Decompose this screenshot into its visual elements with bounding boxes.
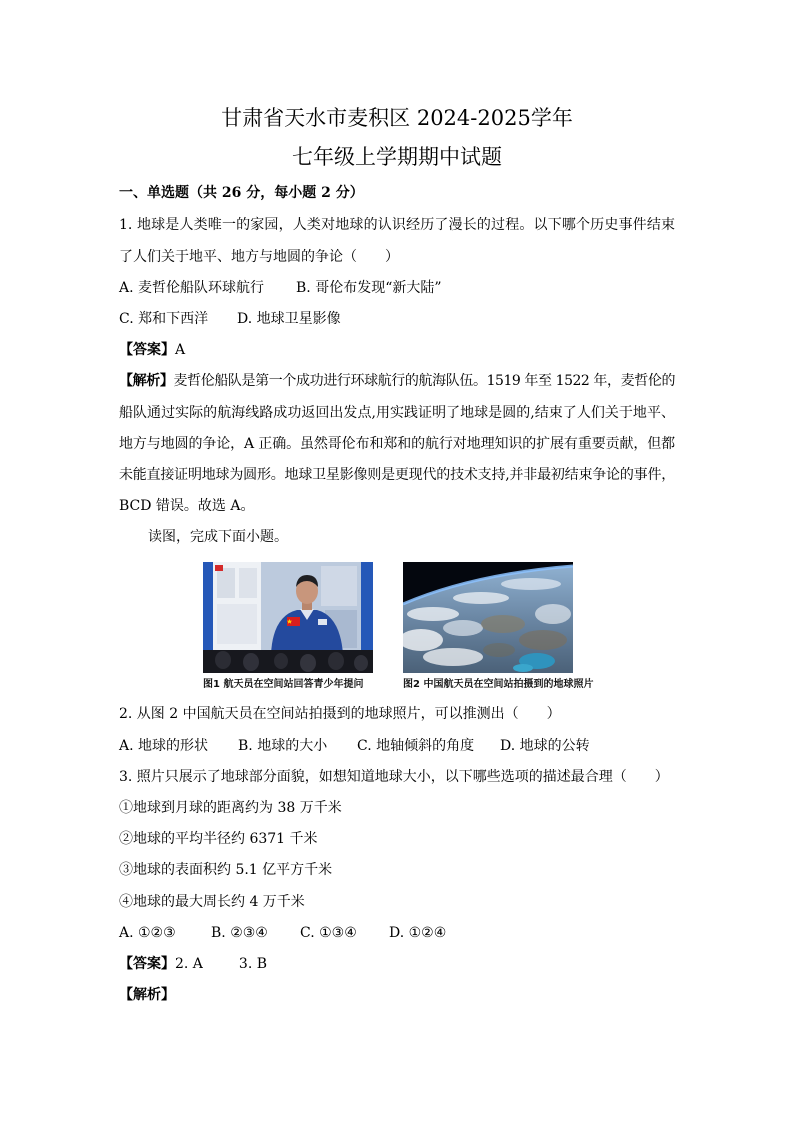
q1-analysis-line-5: BCD 错误。故选 A。 — [119, 498, 255, 515]
station-panel — [239, 568, 257, 598]
q2-option-d: D. 地球的公转 — [500, 737, 590, 754]
figure-1-astronaut-image — [203, 562, 373, 673]
q1-stem-line-1: 1. 地球是人类唯一的家园，人类对地球的认识经历了漫长的过程。以下哪个历史事件结束 — [119, 217, 675, 234]
q1-stem-line-2: 了人们关于地平、地方与地圆的争论（ ） — [119, 248, 399, 265]
exam-title-line2: 七年级上学期期中试题 — [292, 145, 502, 169]
station-panel — [321, 566, 357, 606]
q2-answer: 2. A — [175, 955, 203, 972]
q1-option-a: A. 麦哲伦船队环球航行 — [119, 279, 265, 296]
screen-border-right — [361, 562, 373, 652]
questions-2-3-block — [119, 699, 675, 1011]
q1-options-row-2 — [119, 304, 675, 335]
q2-q3-answers — [119, 949, 675, 980]
q2-options-row — [119, 731, 675, 762]
q1-analysis-line-1 — [119, 366, 675, 397]
q1-analysis-line-4: 未能直接证明地球为圆形。地球卫星影像则是更现代的技术支持,并非最初结束争论的事件， — [119, 466, 675, 483]
q2-option-a: A. 地球的形状 — [119, 737, 209, 754]
red-banner — [215, 565, 223, 571]
q1-answer — [119, 335, 675, 366]
cloud — [501, 578, 561, 590]
q3-option-a: A. ①②③ — [119, 924, 176, 941]
answer-value: A — [175, 342, 186, 359]
figure-2-caption: 图2 中国航天员在空间站拍摄到的地球照片 — [403, 679, 594, 690]
terrain-patch — [483, 643, 515, 657]
station-panel — [217, 568, 235, 598]
q3-statement-2: ②地球的平均半径约 6371 千米 — [119, 831, 318, 848]
audience-head — [328, 652, 344, 670]
q1-options-row-1 — [119, 273, 675, 304]
cloud — [443, 620, 483, 636]
q1-option-b: B. 哥伦布发现“新大陆” — [296, 279, 442, 296]
cloud — [535, 604, 571, 624]
screen-border-left — [203, 562, 213, 652]
q1-analysis-line-3: 地方与地圆的争论，A 正确。虽然哥伦布和郑和的航行对地理知识的扩展有重要贡献，但都 — [119, 435, 675, 452]
reading-instruction: 读图，完成下面小题。 — [148, 529, 288, 546]
q3-statement-4: ④地球的最大周长约 4 万千米 — [119, 893, 305, 910]
station-panel — [217, 604, 257, 644]
audience-head — [354, 655, 368, 671]
q1-analysis-line-2: 船队通过实际的航海线路成功返回出发点,用实践证明了地球是圆的,结束了人们关于地平、 — [119, 404, 675, 421]
exam-title-line1: 甘肃省天水市麦积区 2024-2025学年 — [221, 106, 573, 130]
q3-option-c: C. ①③④ — [300, 924, 357, 941]
answer-label: 【答案】 — [119, 955, 175, 972]
analysis-label: 【解析】 — [119, 987, 175, 1004]
q3-stem: 3. 照片只展示了地球部分面貌，如想知道地球大小，以下哪些选项的描述最合理（ ） — [119, 768, 669, 785]
section-heading: 一、单选题（共 26 分，每小题 2 分） — [119, 185, 364, 201]
q3-option-d: D. ①②④ — [389, 924, 447, 941]
q2-option-b: B. 地球的大小 — [238, 737, 328, 754]
cloud — [453, 592, 509, 604]
q1-option-d: D. 地球卫星影像 — [237, 310, 341, 327]
cloud — [407, 607, 459, 621]
audience-head — [300, 654, 316, 672]
analysis-text: 麦哲伦船队是第一个成功进行环球航行的航海队伍。1519 年至 1522 年，麦哲伦的 — [173, 373, 675, 390]
cloud — [423, 648, 483, 666]
q2-stem: 2. 从图 2 中国航天员在空间站拍摄到的地球照片，可以推测出（ ） — [119, 706, 561, 723]
audience-head — [274, 653, 288, 669]
figure-1-caption: 图1 航天员在空间站回答青少年提问 — [203, 679, 364, 690]
q1-option-c: C. 郑和下西洋 — [119, 310, 209, 327]
q3-statement-1: ①地球到月球的距离约为 38 万千米 — [119, 799, 342, 816]
answer-label: 【答案】 — [119, 342, 175, 359]
terrain-patch — [519, 630, 567, 650]
q3-answer: 3. B — [238, 955, 268, 972]
q3-option-b: B. ②③④ — [211, 924, 268, 941]
q2-q3-analysis — [119, 980, 675, 1011]
audience-head — [215, 651, 231, 669]
figure-2-earth-image — [403, 562, 573, 673]
q2-option-c: C. 地轴倾斜的角度 — [357, 737, 475, 754]
name-badge — [318, 619, 327, 625]
analysis-label: 【解析】 — [119, 373, 174, 390]
audience-head — [243, 653, 259, 671]
q3-statement-3: ③地球的表面积约 5.1 亿平方千米 — [119, 862, 333, 879]
q3-options-row — [119, 918, 675, 949]
terrain-patch — [481, 615, 525, 633]
question-1-block — [119, 210, 675, 553]
lake — [513, 664, 533, 672]
